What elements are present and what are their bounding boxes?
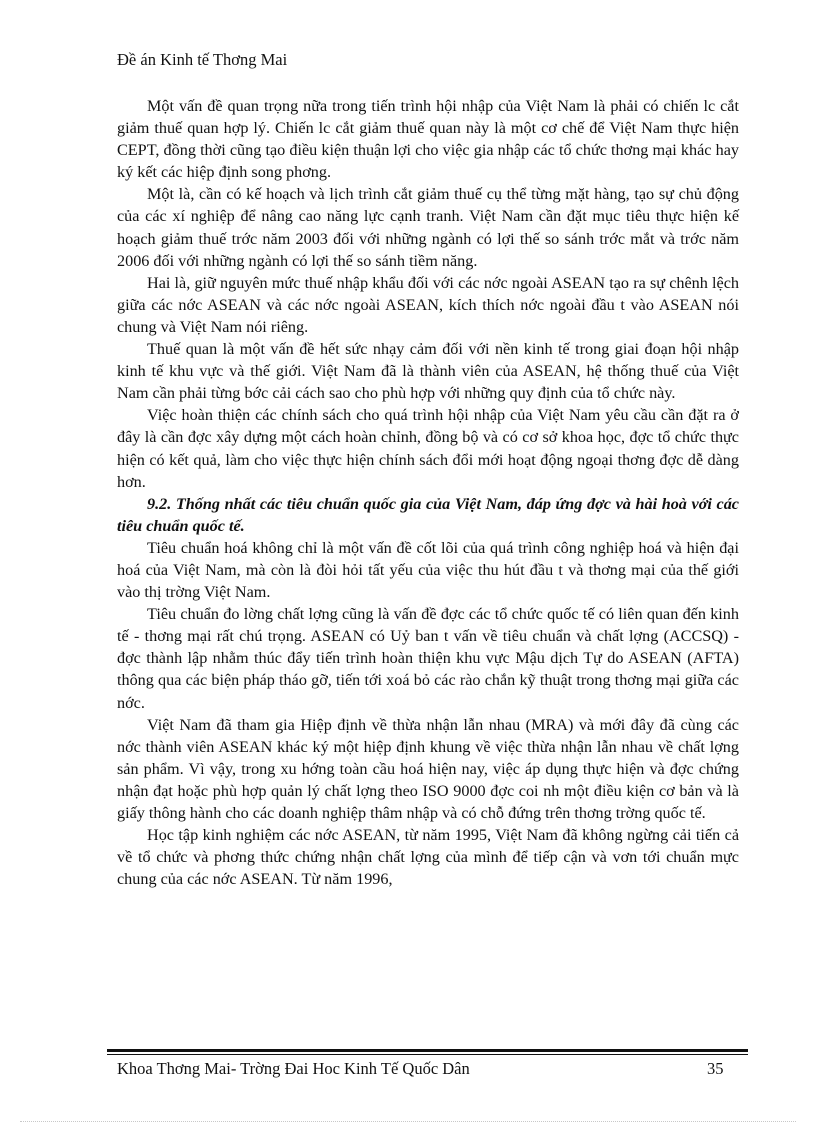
page-number: 35	[707, 1059, 724, 1078]
paragraph: Việc hoàn thiện các chính sách cho quá trình hội nhập của Việt Nam yêu cầu cần đặt ra ở đây là cần đợc xây dựng một cách hoàn chỉnh, đồng bộ và có cơ sở khoa học, đợc tổ chức thực hiện có kết quả, làm cho việc thực hiện chính sách đổi mới hoạt động ngoại thơng đợc dễ dàng hơn.	[117, 406, 739, 491]
paragraph: Việt Nam đã tham gia Hiệp định về thừa nhận lẫn nhau (MRA) và mới đây đã cùng các nớc thành viên ASEAN khác ký một hiệp định khung về việc thừa nhận lẫn nhau về chất lợng sản phẩm. Vì vậy, trong xu hớng toàn cầu hoá hiện nay, việc áp dụng thực hiện và đợc chứng nhận đạt hoặc phù hợp quản lý chất lợng theo ISO 9000 đợc coi nh một điều kiện cơ bản và là giấy thông hành cho các doanh nghiệp thâm nhập và có chỗ đứng trên thơng trờng quốc tế.	[117, 715, 739, 822]
paragraph: Học tập kinh nghiệm các nớc ASEAN, từ năm 1995, Việt Nam đã không ngừng cải tiến cả về tổ chức và phơng thức chứng nhận chất lợng của mình để tiếp cận và vơn tới chuẩn mực chung của các nớc ASEAN. Từ năm 1996,	[117, 826, 739, 889]
paragraph: Một vấn đề quan trọng nữa trong tiến trình hội nhập của Việt Nam là phải có chiến lc cắt giảm thuế quan hợp lý. Chiến lc cắt giảm thuế quan này là một cơ chế để Việt Nam thực hiện CEPT, đồng thời cũng tạo điều kiện thuận lợi cho việc gia nhập các tổ chức thơng mại khác hay ký kết các hiệp định song phơng.	[117, 97, 739, 182]
footer-institution: Khoa Thơng Mai- Trờng Đai Hoc Kinh Tế Quốc Dân	[117, 1059, 470, 1078]
footer-rule-thick	[107, 1049, 748, 1052]
paragraph: Tiêu chuẩn hoá không chỉ là một vấn đề cốt lõi của quá trình công nghiệp hoá và hiện đại hoá của Việt Nam, mà còn là đòi hỏi tất yếu của việc thu hút đầu t và thơng mại của thế giới vào thị trờng Việt Nam.	[117, 538, 739, 602]
paragraph: Hai là, giữ nguyên mức thuế nhập khẩu đối với các nớc ngoài ASEAN tạo ra sự chênh lệch giữa các nớc ASEAN và các nớc ngoài ASEAN, kích thích nớc ngoài đầu t vào ASEAN nói chung và Việt Nam nói riêng.	[117, 273, 739, 336]
paragraph: Một là, cần có kế hoạch và lịch trình cắt giảm thuế cụ thể từng mặt hàng, tạo sự chủ động của các xí nghiệp để nâng cao năng lực cạnh tranh. Việt Nam cần đặt mục tiêu thực hiện kế hoạch giảm thuế trớc năm 2003 đối với những ngành có lợi thế so sánh trớc mắt và trớc năm 2006 đối với những ngành có lợi thế so sánh tiềm năng.	[117, 185, 739, 270]
footer-rule-thin	[107, 1054, 748, 1055]
document-body	[117, 95, 739, 890]
paragraph: Tiêu chuẩn đo lờng chất lợng cũng là vấn đề đợc các tổ chức quốc tế có liên quan đến kinh tế - thơng mại rất chú trọng. ASEAN có Uỷ ban t vấn về tiêu chuẩn và chất lợng (ACCSQ) - đợc thành lập nhằm thúc đẩy tiến trình hoàn thiện khu vực Mậu dịch Tự do ASEAN (AFTA) thông qua các biện pháp tháo gỡ, tiến tới xoá bỏ các rào chắn kỹ thuật trong thơng mại giữa các nớc.	[117, 605, 739, 712]
page-header: Đề án Kinh tế Thơng Mai	[117, 50, 288, 69]
section-heading: 9.2. Thống nhất các tiêu chuẩn quốc gia của Việt Nam, đáp ứng đợc và hài hoà với các tiêu chuẩn quốc tế.	[117, 494, 739, 535]
paragraph: Thuế quan là một vấn đề hết sức nhạy cảm đối với nền kinh tế trong giai đoạn hội nhập kinh tế khu vực và thế giới. Việt Nam đã là thành viên của ASEAN, hệ thống thuế của Việt Nam cần phải từng bớc cải cách sao cho phù hợp với những quy định của tổ chức này.	[117, 340, 739, 403]
page-edge-divider	[20, 1121, 796, 1122]
